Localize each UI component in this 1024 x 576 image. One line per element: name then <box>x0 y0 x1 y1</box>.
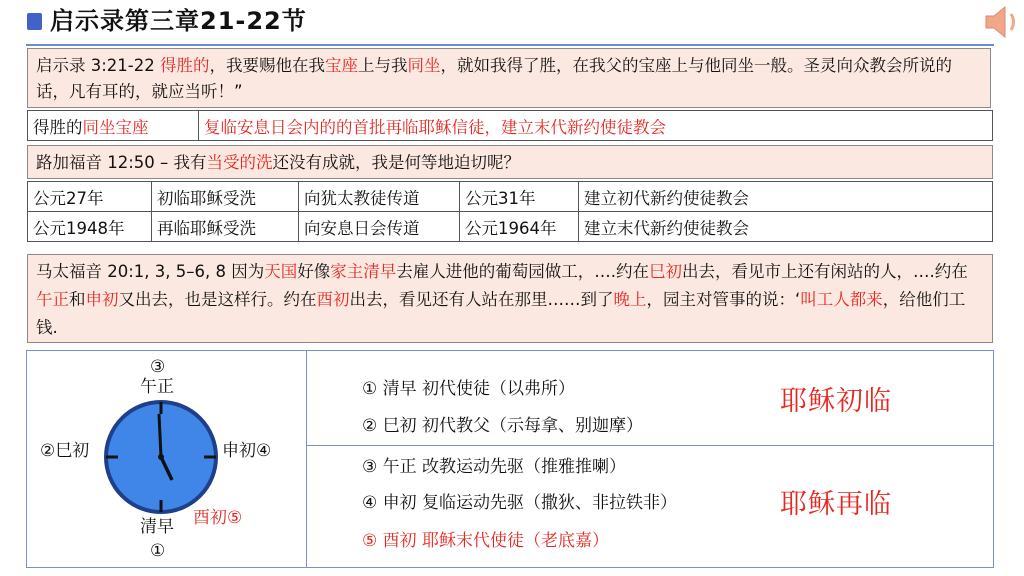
table-cell: 建立初代新约使徒教会 <box>579 182 993 212</box>
clock-label-youchu: 酉初⑤ <box>193 508 243 528</box>
table-cell: 向安息日会传道 <box>299 212 460 242</box>
era-item-4: ④ 申初 复临运动先驱（撒狄、非拉铁非） <box>362 493 678 513</box>
page-title: 启示录第三章21-22节 <box>50 7 307 35</box>
era-item-5: ⑤ 酉初 耶稣末代使徒（老底嘉） <box>362 531 610 551</box>
verse-matthew: 马太福音 20:1, 3, 5–6, 8 因为天国好像家主清早去雇人进他的葡萄园做工，….约在巳初出去，看见市上还有闲站的人，….约在午正和申初又出去，也是这样行。约在酉初出去，看见还有人站在那里……到了晚上，园主对管事的说：‘叫工人都来，给他们工钱. <box>27 254 993 343</box>
speaker-icon[interactable] <box>978 2 1024 42</box>
table-cell: 再临耶稣受洗 <box>152 212 299 242</box>
table-cell: 公元31年 <box>460 182 579 212</box>
era-item-1: ① 清早 初代使徒（以弗所） <box>362 379 576 399</box>
table-cell: 公元27年 <box>28 182 152 212</box>
group-label-second-coming: 耶稣再临 <box>780 489 892 520</box>
table-row <box>28 212 993 242</box>
timeline-table <box>27 181 993 242</box>
table-cell: 初临耶稣受洗 <box>152 182 299 212</box>
era-item-3: ③ 午正 改教运动先驱（推雅推喇） <box>362 457 627 477</box>
clock-label-siuchu: ②巳初 <box>40 441 90 461</box>
table-cell: 建立末代新约使徒教会 <box>579 212 993 242</box>
table-row <box>28 182 993 212</box>
group-label-first-coming: 耶稣初临 <box>780 386 892 417</box>
overcomer-description: 复临安息日会内的的首批再临耶稣信徒，建立末代新约使徒教会 <box>199 111 993 141</box>
verse-revelation: 启示录 3:21-22 得胜的，我要赐他在我宝座上与我同坐，就如我得了胜，在我父的宝座上与他同坐一般。圣灵向众教会所说的话，凡有耳的，就应当听！” <box>27 48 991 108</box>
table-cell: 公元1964年 <box>460 212 579 242</box>
clock-label-noon: 午正 <box>140 377 174 397</box>
clock-icon <box>100 396 222 518</box>
clock-label-top-number: ③ <box>150 357 166 377</box>
clock-label-shenchu: 申初④ <box>222 441 272 461</box>
table-cell: 公元1948年 <box>28 212 152 242</box>
panel-divider-horizontal <box>306 445 994 446</box>
verse-luke: 路加福音 12:50 – 我有当受的洗还没有成就，我是何等地迫切呢？ <box>27 145 993 179</box>
table-cell: 向犹太教徒传道 <box>299 182 460 212</box>
panel-divider-vertical <box>306 350 307 568</box>
overcomer-label: 得胜的同坐宝座 <box>28 111 199 141</box>
title-underline <box>26 44 994 46</box>
clock-label-bottom-number: ① <box>150 541 166 561</box>
era-item-2: ② 巳初 初代教父（示每拿、别迦摩） <box>362 416 644 436</box>
overcomer-row <box>27 110 993 141</box>
clock-label-dawn: 清早 <box>140 517 174 537</box>
title-marker <box>27 13 42 30</box>
